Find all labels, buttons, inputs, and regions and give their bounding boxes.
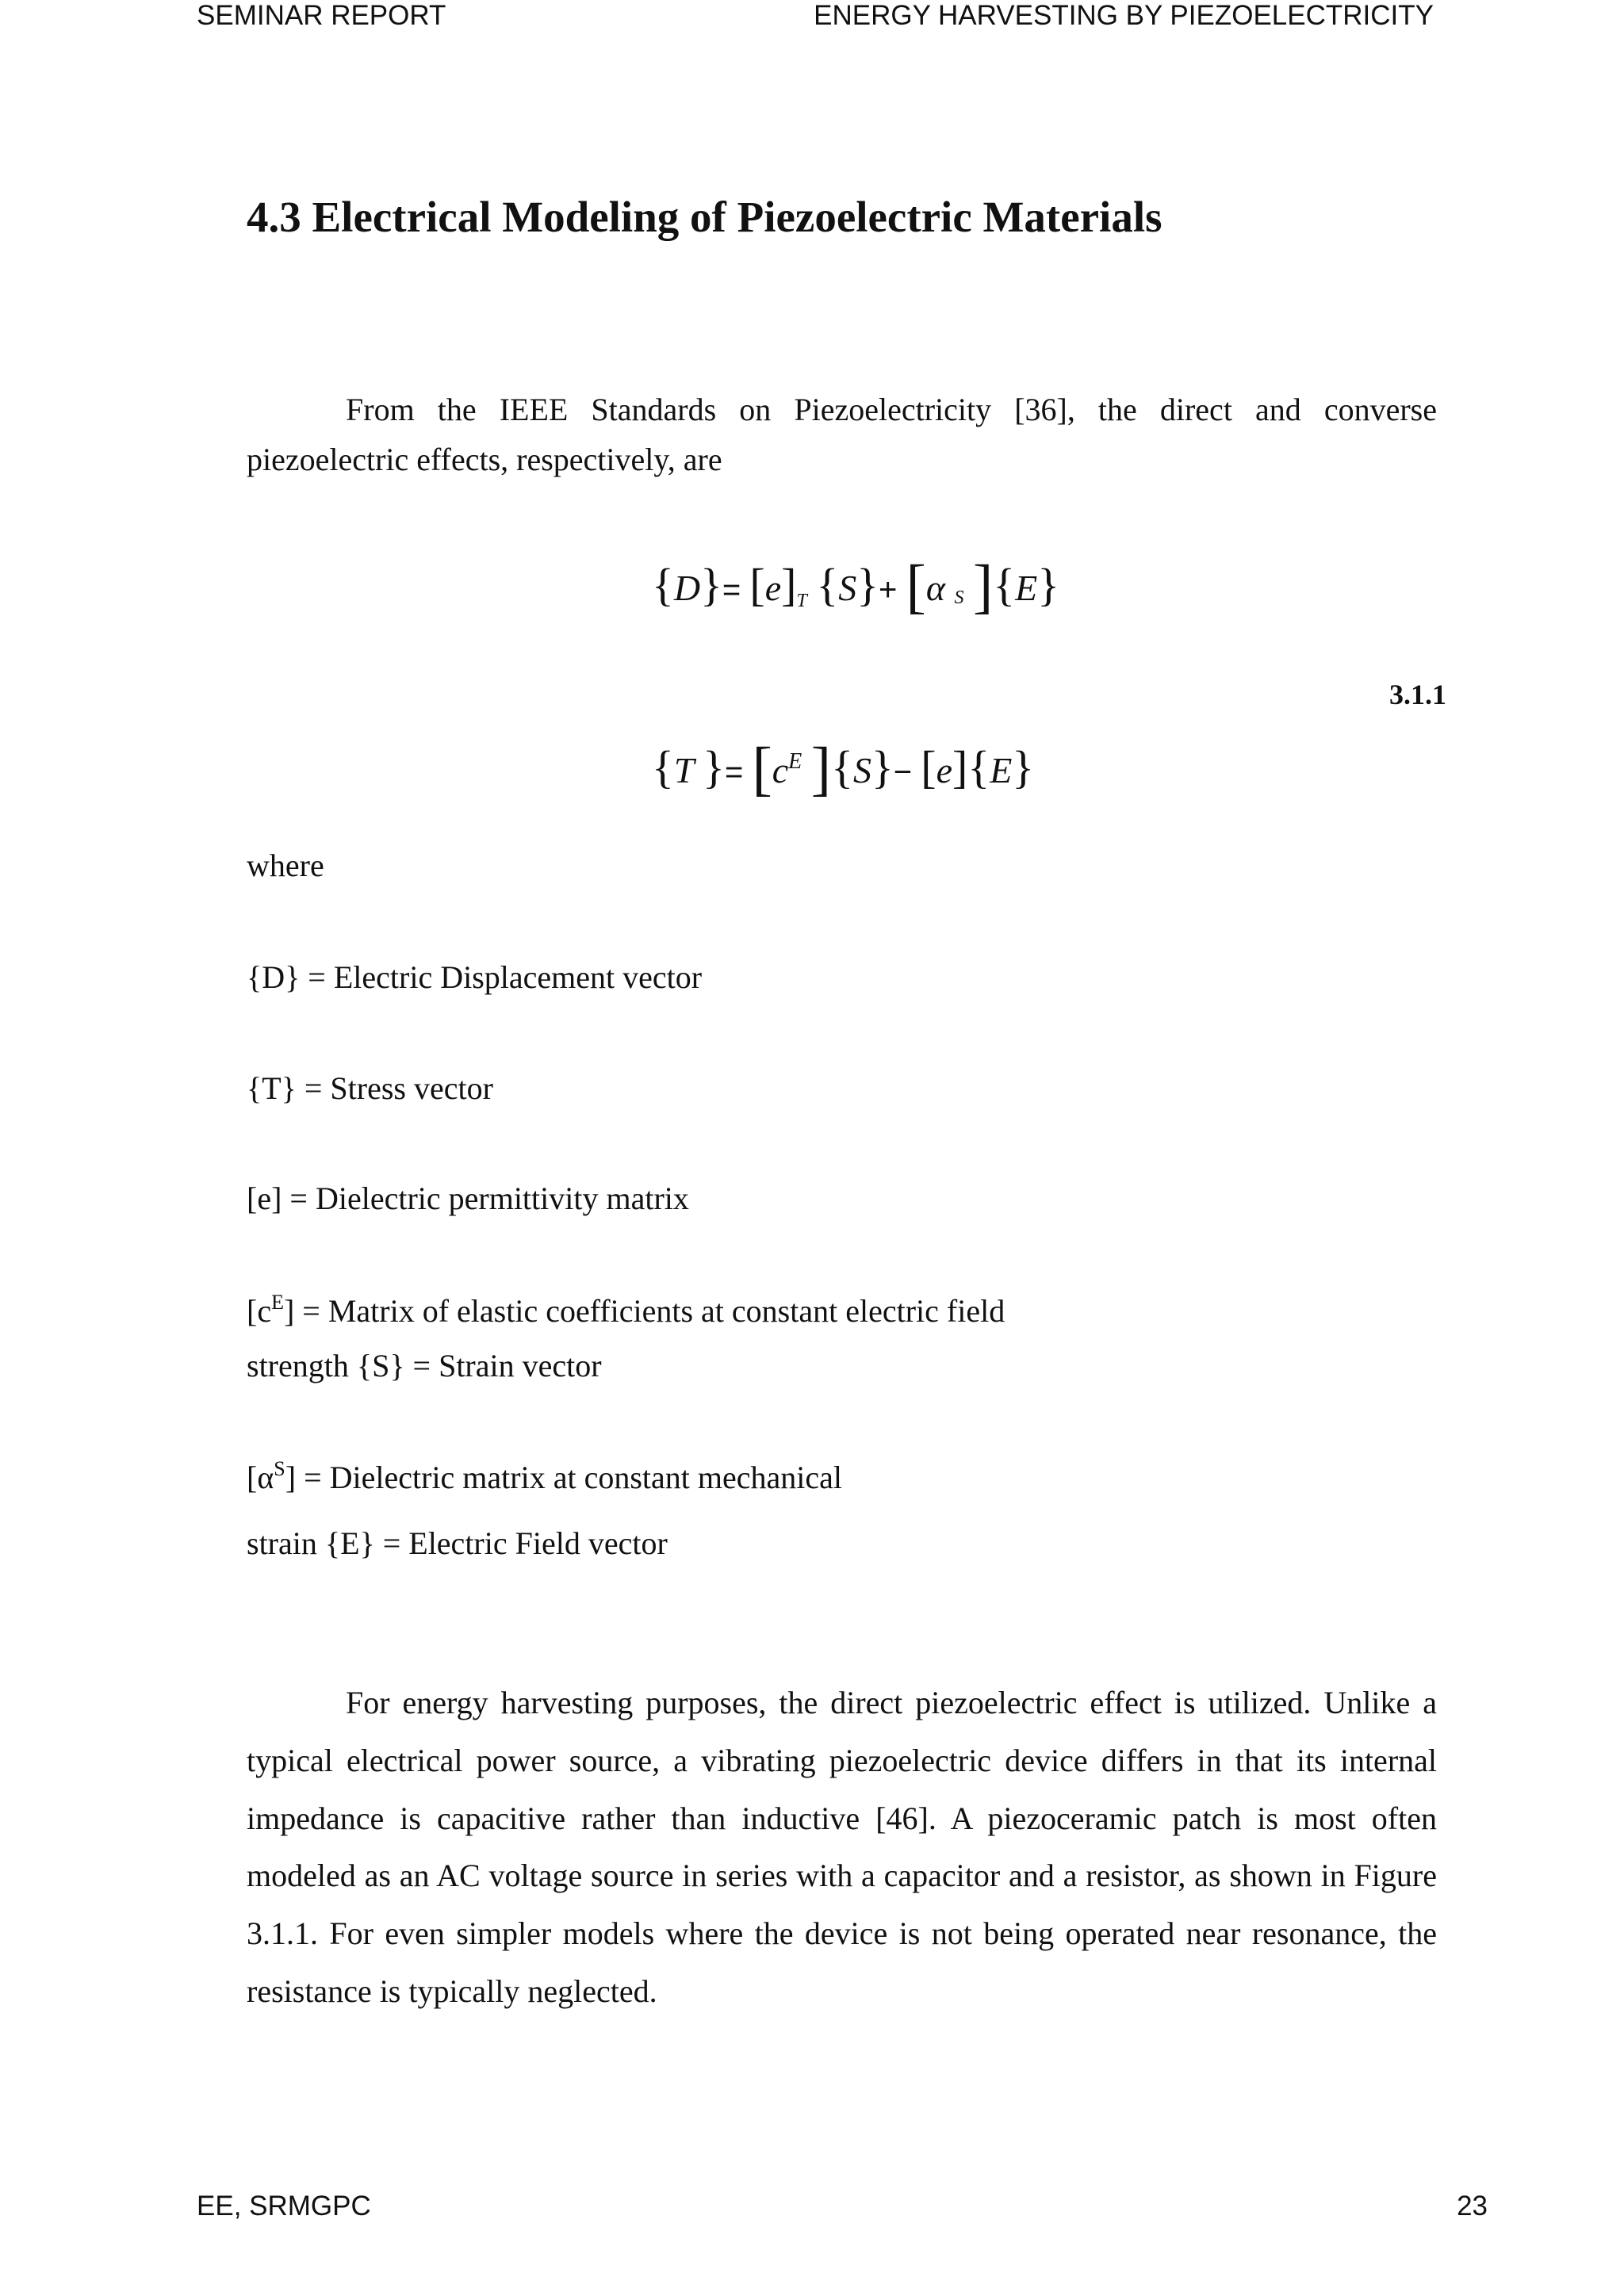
page-number: 23 [1457,2191,1488,2221]
equation-number: 3.1.1 [1389,679,1446,710]
definition-cE: $[c^E]$ = Matrix of elastic coefficients at constant electric field [247,1291,1005,1329]
footer-left: EE, SRMGPC [197,2191,371,2221]
definition-T: {T} = Stress vector [247,1070,493,1106]
definition-e: [e] = Dielectric permittivity matrix [247,1181,689,1216]
where-label: where [247,848,324,883]
equation-direct-effect: $\{D\}= [e]_T$ {S}+ [α S ]{E} [652,553,1060,620]
header-left: SEMINAR REPORT [197,0,446,31]
definition-D: {D} = Electric Displacement vector [247,959,703,995]
body-text: For energy harvesting purposes, the direct piezoelectric effect is utilized. Unlike a typical electrical power source, a vibrating piezoelectric device differs in that its internal impedance is capacitive rather than inductive [46]. A piezoceramic patch is most often modeled as an AC voltage source in series with a capacitor and a resistor, as shown in Figure 3.1.1. For even simpler models where the device is not being operated near resonance, the resistance is typically neglected. [247,1685,1437,2009]
intro-text: From the IEEE Standards on Piezoelectricity [36], the direct and converse piezoelectric effects, respectively, are [247,392,1437,477]
definition-cE-continued: strength {S} = Strain vector [247,1348,602,1383]
equation-converse-effect: {T }= [$c^E$ ]{S}− [e]{E} [652,736,1035,802]
definition-alphaS-continued: strain {E} = Electric Field vector [247,1525,668,1561]
body-paragraph [247,1674,1437,2021]
intro-paragraph [247,385,1437,484]
header-right: ENERGY HARVESTING BY PIEZOELECTRICITY [814,0,1434,31]
section-title: 4.3 Electrical Modeling of Piezoelectric Materials [247,193,1162,241]
definition-alphaS: $[\alpha^S]$ = Dielectric matrix at constant mechanical [247,1457,842,1495]
